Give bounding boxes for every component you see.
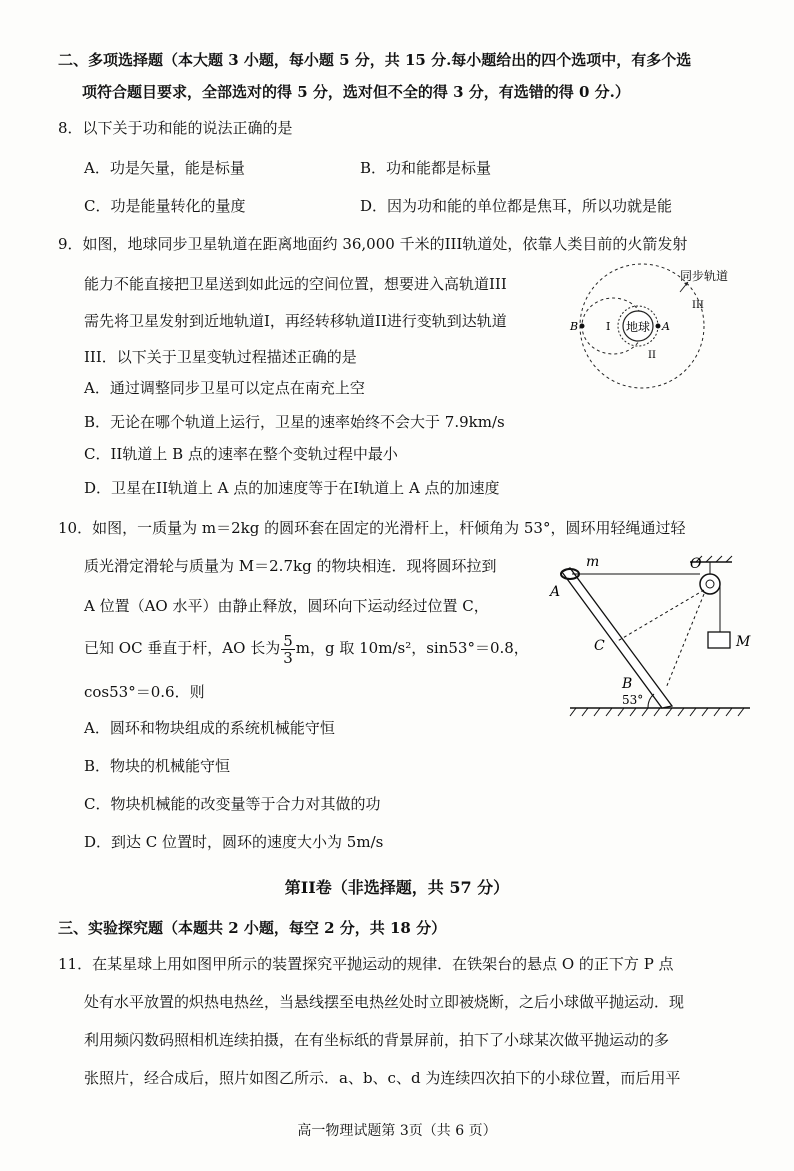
q8-stem: 8．以下关于功和能的说法正确的是 [58, 119, 293, 137]
q10-line4-a: 已知 OC 垂直于杆，AO 长为 [84, 639, 281, 657]
q10-line1-text: 10．如图，一质量为 m＝2kg 的圆环套在固定的光滑杆上，杆倾角为 53°，圆环用轻绳通过轻 [58, 519, 686, 537]
q9-option-a: A．通过调整同步卫星可以定点在南充上空 [84, 379, 365, 397]
q10-line4 [84, 630, 529, 666]
point-a [656, 324, 661, 329]
fraction-denominator: 3 [283, 648, 293, 667]
q8-option-c: C．功是能量转化的量度 [84, 197, 246, 215]
q8-option-d: D．因为功和能的单位都是焦耳，所以功就是能 [360, 197, 673, 215]
section3-heading: 三、实验探究题（本题共 2 小题，每空 2 分，共 18 分） [58, 919, 447, 937]
point-a-label: A [662, 320, 670, 333]
orbit-diagram [560, 262, 760, 392]
section2-heading-line1: 二、多项选择题（本大题 3 小题，每小题 5 分，共 15 分.每小题给出的四个选项中，有多个选 [58, 51, 692, 69]
q11-line1: 11．在某星球上用如图甲所示的装置探究平抛运动的规律．在铁架台的悬点 O 的正下方 P 点 [58, 955, 674, 973]
ground-hatch [570, 708, 744, 716]
q11-line3: 利用频闪数码照相机连续拍摄，在有坐标纸的背景屏前，拍下了小球某次做平抛运动的多 [84, 1031, 670, 1049]
point-c-label: C [594, 638, 605, 654]
q8-option-a: A．功是矢量，能是标量 [84, 159, 245, 177]
q10-option-b: B．物块的机械能守恒 [84, 757, 231, 775]
block-label: M [736, 634, 751, 650]
q8-option-b: B．功和能都是标量 [360, 159, 492, 177]
orbit-ii-label: II [648, 350, 656, 361]
q11-line2: 处有水平放置的炽热电热丝，当悬线摆至电热丝处时立即被烧断，之后小球做平抛运动．现 [84, 993, 685, 1011]
q10-line3: A 位置（AO 水平）由静止释放，圆环向下运动经过位置 C， [84, 597, 489, 615]
q10-line5: cos53°＝0.6．则 [84, 683, 205, 701]
q10-option-a: A．圆环和物块组成的系统机械能守恒 [84, 719, 335, 737]
line-ob [666, 594, 704, 688]
q9-option-b: B．无论在哪个轨道上运行，卫星的速率始终不会大于 7.9km/s [84, 413, 505, 431]
q10-line1 [58, 518, 685, 538]
pulley-o-label: O [690, 556, 702, 572]
q10-line2: 质光滑定滑轮与质量为 M＝2.7kg 的物块相连．现将圆环拉到 [84, 557, 497, 575]
angle-label: 53° [622, 693, 644, 707]
q9-line1: 9．如图，地球同步卫星轨道在距离地面约 36,000 千米的III轨道处，依靠人类目前的火箭发射 [58, 235, 688, 253]
q9-line4: III．以下关于卫星变轨过程描述正确的是 [84, 348, 357, 366]
q10-option-c: C．物块机械能的改变量等于合力对其做的功 [84, 795, 381, 813]
part2-title: 第II卷（非选择题，共 57 分） [284, 878, 510, 897]
q9-line2: 能力不能直接把卫星送到如此远的空间位置，想要进入高轨道III [84, 275, 507, 293]
orbit-i-label: I [606, 320, 611, 333]
q10-option-d: D．到达 C 位置时，圆环的速度大小为 5m/s [84, 833, 384, 851]
q10-line4-b: m，g 取 10m/s²，sin53°＝0.8， [295, 639, 529, 657]
point-b-label: B [622, 676, 633, 692]
point-a-label: A [550, 584, 561, 600]
rod [562, 568, 672, 708]
earth-label: 地球 [626, 320, 651, 334]
fraction-numerator: 5 [283, 631, 293, 650]
block-m [708, 632, 730, 648]
fraction [281, 633, 295, 666]
page-footer: 高一物理试题第 3页（共 6 页） [297, 1123, 497, 1139]
orbit-iii-label: III [692, 300, 704, 311]
q9-option-c: C．II轨道上 B 点的速率在整个变轨过程中最小 [84, 445, 398, 463]
point-b-label: B [570, 320, 579, 333]
rod-pulley-diagram [540, 538, 760, 724]
point-b [580, 324, 585, 329]
sync-orbit-label: 同步轨道 [680, 269, 729, 283]
q11-line4: 张照片，经合成后，照片如图乙所示．a、b、c、d 为连续四次拍下的小球位置，而后用平 [84, 1069, 681, 1087]
ring-mass-label: m [586, 554, 600, 570]
line-oc [616, 590, 704, 642]
section2-heading-line2: 项符合题目要求，全部选对的得 5 分，选对但不全的得 3 分，有选错的得 0 分.） [82, 83, 630, 101]
q9-line3: 需先将卫星发射到近地轨道I，再经转移轨道II进行变轨到达轨道 [84, 312, 507, 330]
q9-option-d: D．卫星在II轨道上 A 点的加速度等于在I轨道上 A 点的加速度 [84, 479, 500, 497]
